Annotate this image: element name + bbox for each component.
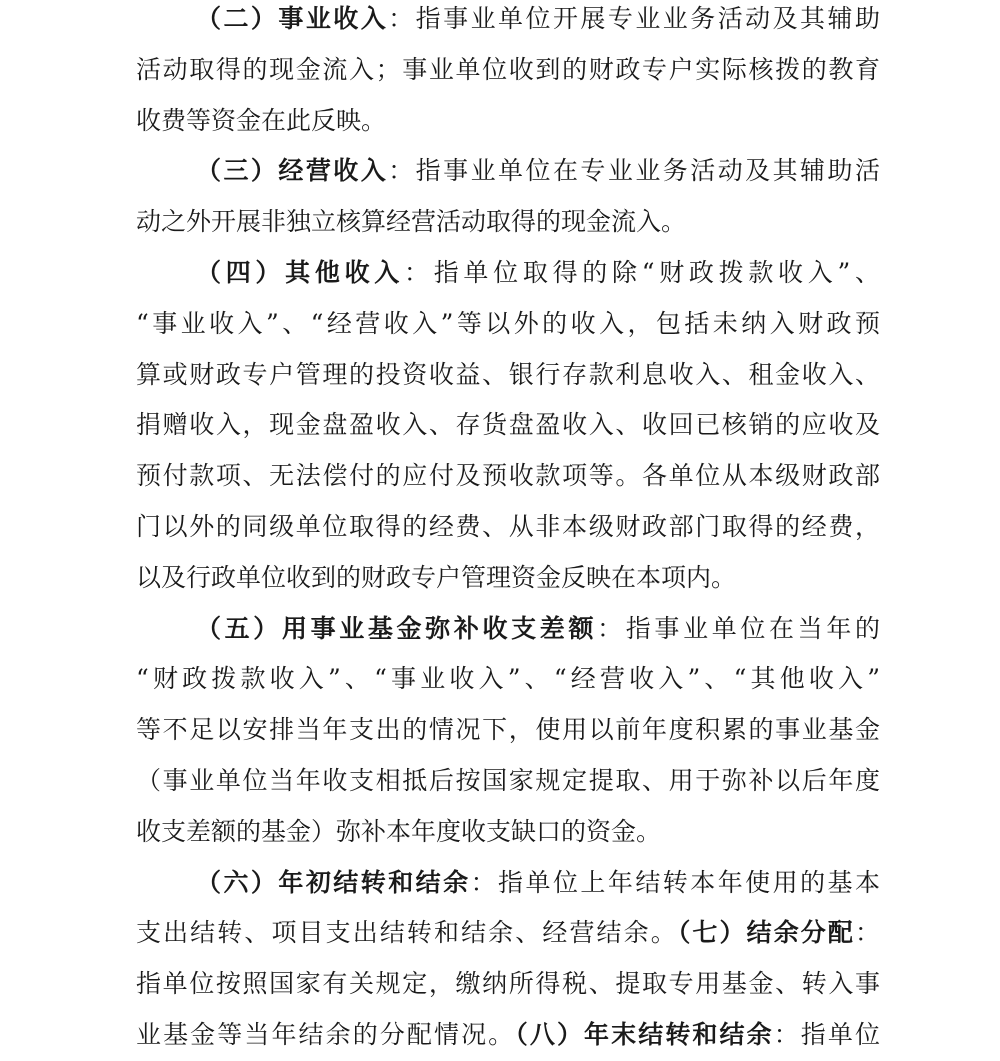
text-line bbox=[136, 654, 880, 705]
body-text: （事业单位当年收支相抵后按国家规定提取、用于弥补以后年度 bbox=[136, 765, 880, 795]
body-text: ： bbox=[854, 918, 880, 948]
body-text: ：指事业单位开展专业业务活动及其辅助 bbox=[388, 4, 880, 33]
text-line bbox=[136, 400, 880, 451]
paragraph bbox=[136, 0, 880, 146]
text-line bbox=[136, 807, 880, 858]
body-text: ：指事业单位在专业业务活动及其辅助活 bbox=[388, 156, 880, 186]
text-line bbox=[136, 96, 880, 147]
body-text: 以及行政单位收到的财政专户管理资金反映在本项内。 bbox=[136, 562, 737, 592]
body-text: 收费等资金在此反映。 bbox=[136, 105, 387, 135]
paragraph bbox=[136, 604, 880, 858]
section-heading: （二）事业收入 bbox=[196, 4, 389, 33]
section-heading: （五）用事业基金弥补收支差额 bbox=[196, 613, 598, 643]
text-line bbox=[136, 350, 880, 401]
text-line bbox=[136, 604, 880, 655]
text-line bbox=[136, 908, 880, 959]
text-line bbox=[136, 45, 880, 96]
text-line bbox=[136, 959, 880, 1010]
text-line bbox=[136, 756, 880, 807]
body-text: 业基金等当年结余的分配情况。 bbox=[136, 1019, 516, 1049]
body-text: 指单位按照国家有关规定，缴纳所得税、提取专用基金、转入事 bbox=[136, 969, 880, 999]
text-line bbox=[136, 248, 880, 299]
text-line bbox=[136, 146, 880, 197]
body-text: 收支差额的基金）弥补本年度收支缺口的资金。 bbox=[136, 816, 662, 846]
body-text: 门以外的同级单位取得的经费、从非本级财政部门取得的经费， bbox=[136, 511, 880, 541]
text-line bbox=[136, 1010, 880, 1061]
body-text: 捐赠收入，现金盘盈收入、存货盘盈收入、收回已核销的应收及 bbox=[136, 410, 880, 440]
text-line bbox=[136, 553, 880, 604]
body-text: “财政拨款收入”、“事业收入”、“经营收入”、“其他收入” bbox=[136, 664, 880, 694]
body-text: ：指事业单位在当年的 bbox=[597, 613, 880, 643]
section-heading: （三）经营收入 bbox=[196, 156, 389, 186]
section-heading: （四）其他收入 bbox=[196, 257, 404, 287]
section-heading: （八）年末结转和结余 bbox=[515, 1019, 774, 1049]
paragraph bbox=[136, 248, 880, 604]
text-line bbox=[136, 705, 880, 756]
body-text: 活动取得的现金流入；事业单位收到的财政专户实际核拨的教育 bbox=[136, 54, 880, 84]
section-heading: （六）年初结转和结余 bbox=[196, 867, 471, 897]
body-text: ：指单位 bbox=[773, 1019, 880, 1049]
text-line bbox=[136, 197, 880, 248]
body-text: ：指单位上年结转本年使用的基本 bbox=[470, 867, 880, 897]
text-line bbox=[136, 451, 880, 502]
body-text: 等不足以安排当年支出的情况下，使用以前年度积累的事业基金 bbox=[136, 715, 880, 745]
body-text: ：指单位取得的除“财政拨款收入”、 bbox=[404, 257, 880, 287]
paragraph bbox=[136, 146, 880, 248]
document-body bbox=[136, 0, 880, 1061]
text-line bbox=[136, 502, 880, 553]
text-line bbox=[136, 858, 880, 909]
body-text: 支出结转、项目支出结转和结余、经营结余。 bbox=[136, 918, 678, 948]
text-line bbox=[136, 0, 880, 45]
body-text: 算或财政专户管理的投资收益、银行存款利息收入、租金收入、 bbox=[136, 359, 880, 389]
section-heading: （七）结余分配 bbox=[677, 918, 855, 948]
body-text: “事业收入”、“经营收入”等以外的收入，包括未纳入财政预 bbox=[136, 308, 880, 338]
body-text: 预付款项、无法偿付的应付及预收款项等。各单位从本级财政部 bbox=[136, 461, 880, 491]
paragraph bbox=[136, 858, 880, 1061]
body-text: 动之外开展非独立核算经营活动取得的现金流入。 bbox=[136, 207, 687, 237]
text-line bbox=[136, 299, 880, 350]
